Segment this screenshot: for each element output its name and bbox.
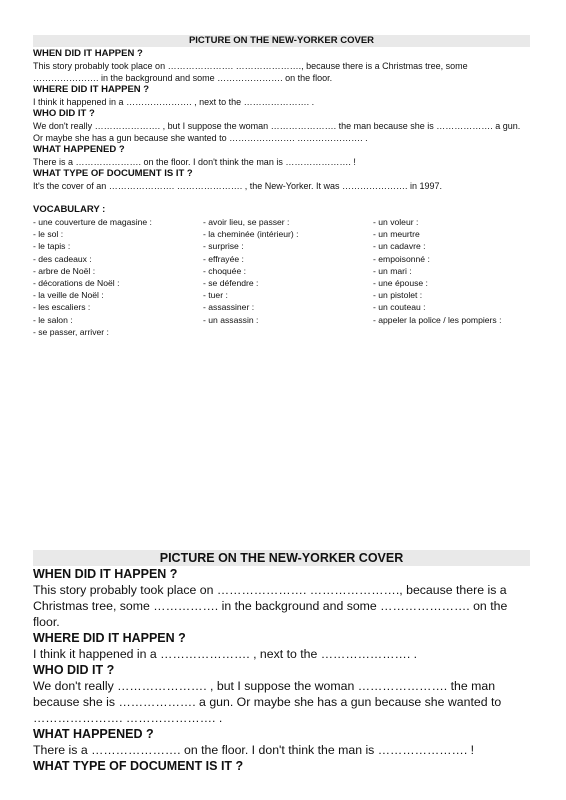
answer-what-happened: There is a …………………. on the floor. I don't think the man is …………………. ! bbox=[33, 743, 475, 757]
vocab-item: - un couteau : bbox=[373, 302, 426, 313]
answer-when: This story probably took place on …………………. …………………., because there is a Christmas tree, some ……………. in the background and some …………………. on the floor. bbox=[33, 583, 508, 629]
vocabulary-heading: VOCABULARY : bbox=[33, 204, 106, 215]
vocab-item: - la veille de Noël : bbox=[33, 290, 104, 301]
answer-document-type: It's the cover of an …………………. …………………. , the New-Yorker. It was …………………. in 1997. bbox=[33, 181, 442, 191]
question-document-type: WHAT TYPE OF DOCUMENT IS IT ? bbox=[33, 759, 244, 773]
vocab-item: - se défendre : bbox=[203, 278, 259, 289]
vocab-item: - empoisonné : bbox=[373, 253, 430, 264]
vocabulary-column-2 bbox=[203, 216, 373, 338]
vocab-item: - une couverture de magasine : bbox=[33, 217, 152, 227]
answer-where: I think it happened in a …………………. , next to the …………………. . bbox=[33, 647, 418, 661]
vocab-item: - un meurtre bbox=[373, 229, 420, 240]
vocab-item: - choquée : bbox=[203, 265, 246, 276]
vocabulary-column-3 bbox=[373, 216, 530, 338]
vocab-item: - avoir lieu, se passer : bbox=[203, 217, 290, 227]
vocab-item: - des cadeaux : bbox=[33, 253, 92, 264]
vocab-item: - un assassin : bbox=[203, 314, 259, 325]
worksheet-small bbox=[33, 35, 530, 338]
question-who: WHO DID IT ? bbox=[33, 108, 95, 119]
answer-what-happened: There is a …………………. on the floor. I don't think the man is …………………. ! bbox=[33, 157, 356, 167]
vocabulary-column-1 bbox=[33, 216, 203, 338]
question-when: WHEN DID IT HAPPEN ? bbox=[33, 567, 178, 581]
vocab-item: - se passer, arriver : bbox=[33, 326, 109, 337]
vocab-item: - tuer : bbox=[203, 290, 228, 301]
answer-who: We don't really …………………. , but I suppose the woman …………………. the man because she is ………………. a gun. Or maybe she has a gun because she wanted to …………………. …………………. . bbox=[33, 121, 521, 143]
vocab-item: - un cadavre : bbox=[373, 241, 426, 252]
question-where: WHERE DID IT HAPPEN ? bbox=[33, 631, 186, 645]
vocab-item: - une épouse : bbox=[373, 278, 428, 289]
vocab-item: - les escaliers : bbox=[33, 302, 91, 313]
vocab-item: - effrayée : bbox=[203, 253, 244, 264]
vocab-item: - le tapis : bbox=[33, 241, 71, 252]
vocab-item: - décorations de Noël : bbox=[33, 278, 120, 289]
vocab-item: - le salon : bbox=[33, 314, 73, 325]
answer-who: We don't really …………………. , but I suppose the woman …………………. the man because she is ………………. a gun. Or maybe she has a gun because she wanted to …………………. …………………. . bbox=[33, 679, 502, 725]
worksheet-title: PICTURE ON THE NEW-YORKER COVER bbox=[33, 35, 530, 47]
question-who: WHO DID IT ? bbox=[33, 663, 115, 677]
answer-when: This story probably took place on …………………. …………………., because there is a Christmas tree, some …………………. in the background and some …………………. on the floor. bbox=[33, 61, 468, 83]
worksheet-title: PICTURE ON THE NEW-YORKER COVER bbox=[33, 550, 530, 566]
vocab-item: - assassiner : bbox=[203, 302, 255, 313]
answer-where: I think it happened in a …………………. , next to the …………………. . bbox=[33, 97, 315, 107]
vocabulary-list bbox=[33, 216, 530, 338]
question-document-type: WHAT TYPE OF DOCUMENT IS IT ? bbox=[33, 168, 193, 179]
question-what-happened: WHAT HAPPENED ? bbox=[33, 144, 125, 155]
vocab-item: - appeler la police / les pompiers : bbox=[373, 314, 502, 325]
vocab-item: - un pistolet : bbox=[373, 290, 423, 301]
question-what-happened: WHAT HAPPENED ? bbox=[33, 727, 154, 741]
question-when: WHEN DID IT HAPPEN ? bbox=[33, 48, 143, 59]
vocab-item: - un voleur : bbox=[373, 217, 419, 227]
question-where: WHERE DID IT HAPPEN ? bbox=[33, 84, 150, 95]
vocab-item: - un mari : bbox=[373, 265, 412, 276]
vocab-item: - arbre de Noël : bbox=[33, 265, 96, 276]
vocab-item: - surprise : bbox=[203, 241, 244, 252]
vocab-item: - la cheminée (intérieur) : bbox=[203, 229, 299, 240]
vocab-item: - le sol : bbox=[33, 229, 64, 240]
worksheet-large bbox=[33, 550, 530, 774]
